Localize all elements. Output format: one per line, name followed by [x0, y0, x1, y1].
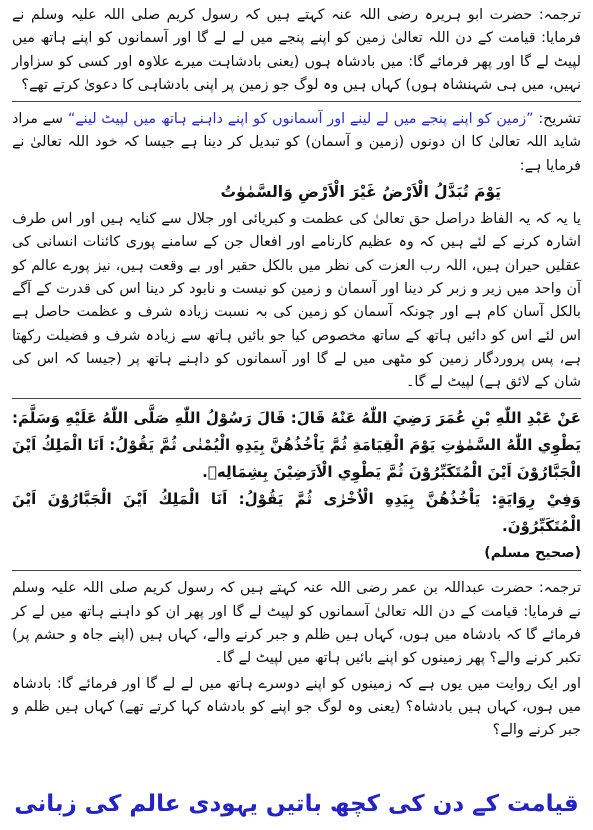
translation-text-2: ترجمہ: حضرت عبداللہ بن عمر رضی اللہ عنہ کہتے ہیں کہ رسول کریم صلی اللہ علیہ وسلم نے فرمایا: قیامت کے دن اللہ تعالیٰ آسمانوں کو لپیٹ لے گا اور پھر ان کو داہنے ہاتھ میں لے کر فرمائے گا کہ بادشاہ میں ہوں، کہاں ہیں ظلم و جبر کرنے والے، کہاں ہیں (اپنے جاہ و حشم پر) تکبر کرنے والے؟ پھر زمینوں کو اپنے بائیں ہاتھ میں لپیٹ لے گا۔	[12, 580, 581, 667]
tashreeh-label: تشریح:	[533, 111, 581, 128]
hadith-arabic-text: عَنْ عَبْدِ اللّٰهِ بْنِ عُمَرَ رَضِيَ اللّٰهُ عَنْهُ قَالَ: قَالَ رَسُوْلُ اللّٰهِ صَلَّى اللّٰهُ عَلَيْهِ وَسَلَّمَ: يَطْوِي اللّٰهُ السَّمٰوٰتِ يَوْمَ الْقِيَامَةِ ثُمَّ يَاْخُذُهُنَّ بِيَدِهِ الْيُمْنٰى ثُمَّ يَقُوْلُ: اَنَا الْمَلِكُ اَيْنَ الْجَبَّارُوْنَ اَيْنَ الْمُتَكَبِّرُوْنَ ثُمَّ يَطْوِي الْاَرَضِيْنَ بِشِمَالِهٖ.	[12, 409, 581, 482]
separator-line	[12, 398, 581, 399]
hadith-arabic-block	[12, 405, 581, 566]
paragraph-translation-2	[12, 577, 581, 670]
tashreeh-highlight: ”زمین کو اپنے پنجے میں لے لینے اور آسمانوں کو اپنے داہنے ہاتھ میں لپیٹ لینے“	[67, 111, 534, 128]
hadith-reference: (صحیح مسلم)	[484, 545, 581, 562]
paragraph-riwayah-translation	[12, 673, 581, 743]
translation-text: ترجمہ: حضرت ابو ہریرہ رضی اللہ عنہ کہتے ہیں کہ رسول کریم صلی اللہ علیہ وسلم نے فرمایا: قیامت کے دن اللہ تعالیٰ زمین کو اپنے پنجے میں لے لے گا اور آسمانوں کو اپنے ہاتھ میں لپیٹ لے گا اور پھر فرمائے گا: میں بادشاہ ہوں (یعنی بادشاہت میرے علاوہ اور کسی کو سزاوار نہیں، میں ہی شہنشاہ ہوں) کہاں ہیں وہ لوگ جو زمین پر اپنی بادشاہی کا دعویٰ کرتے تھے؟	[12, 7, 581, 93]
separator-line	[12, 570, 581, 571]
paragraph-translation-1	[12, 4, 581, 97]
riwayah-translation-text: اور ایک روایت میں یوں ہے کہ زمینوں کو اپنے دوسرے ہاتھ میں لے لے گا اور فرمائے گا: بادشاہ میں ہوں، کہاں ہیں بادشاہ؟ (یعنی وہ لوگ جو اپنے کو بادشاہ کہا کرتے تھے) کہاں ہیں ظلم و جبر کرنے والے؟	[12, 675, 581, 739]
explanation-text: یا یہ کہ یہ الفاظ دراصل حق تعالیٰ کی عظمت و کبریائی اور جلال سے کنایہ ہیں اور اس طرف اشارہ کرنے کے لئے ہیں کہ وہ عظیم کارنامے اور افعال جن کے سامنے پوری کائنات انسانی کی عقلیں حیران ہیں، اللہ رب العزت کی نظر میں بالکل حقیر اور بے وقعت ہیں، نیز پورے عالم کو آن واحد میں زیر و زبر کر دینا اور آسمان و زمین کو نیست و نابود کر دینا اس کی قدرت کے آگے بالکل آسان کام ہے اور چونکہ آسمان کو زمین کی بہ نسبت زیادہ شرف و عظمت حاصل ہے اس لئے اس کو دائیں ہاتھ کے ساتھ مخصوص کیا جو بائیں ہاتھ سے زیادہ شرف و فضیلت رکھتا ہے، پس پروردگار زمین کو مٹھی میں لے گا اور آسمانوں کو داہنے ہاتھ پر (جیسا کہ اس کی شان کے لائق ہے) لپیٹ لے گا۔	[12, 211, 581, 391]
paragraph-tashreeh	[12, 108, 581, 206]
hadith-riwayah-text: وَفِيْ رِوَايَةٍ: يَاْخُذُهُنَّ بِيَدِهِ الْاُخْرٰى ثُمَّ يَقُوْلُ: اَنَا الْمَلِكُ اَيْنَ الْجَبَّارُوْنَ اَيْنَ الْمُتَكَبِّرُوْنَ.	[12, 490, 581, 536]
quran-verse: يَوْمَ تُبَدَّلُ الْاَرْضُ غَيْرَ الْاَرْضِ وَالسَّمٰوٰتُ	[220, 183, 501, 202]
separator-line	[12, 101, 581, 102]
paragraph-explanation	[12, 208, 581, 394]
section-heading: قیامت کے دن کی کچھ باتیں یہودی عالم کی زبانی	[14, 791, 579, 817]
tashreeh-text	[12, 108, 581, 178]
tashreeh-rest: سے مراد شاید اللہ تعالیٰ کا ان دونوں (زمین و آسمان) کو تبدیل کر دینا ہے جیسا کہ خود اللہ تعالیٰ نے فرمایا ہے:	[12, 111, 581, 174]
